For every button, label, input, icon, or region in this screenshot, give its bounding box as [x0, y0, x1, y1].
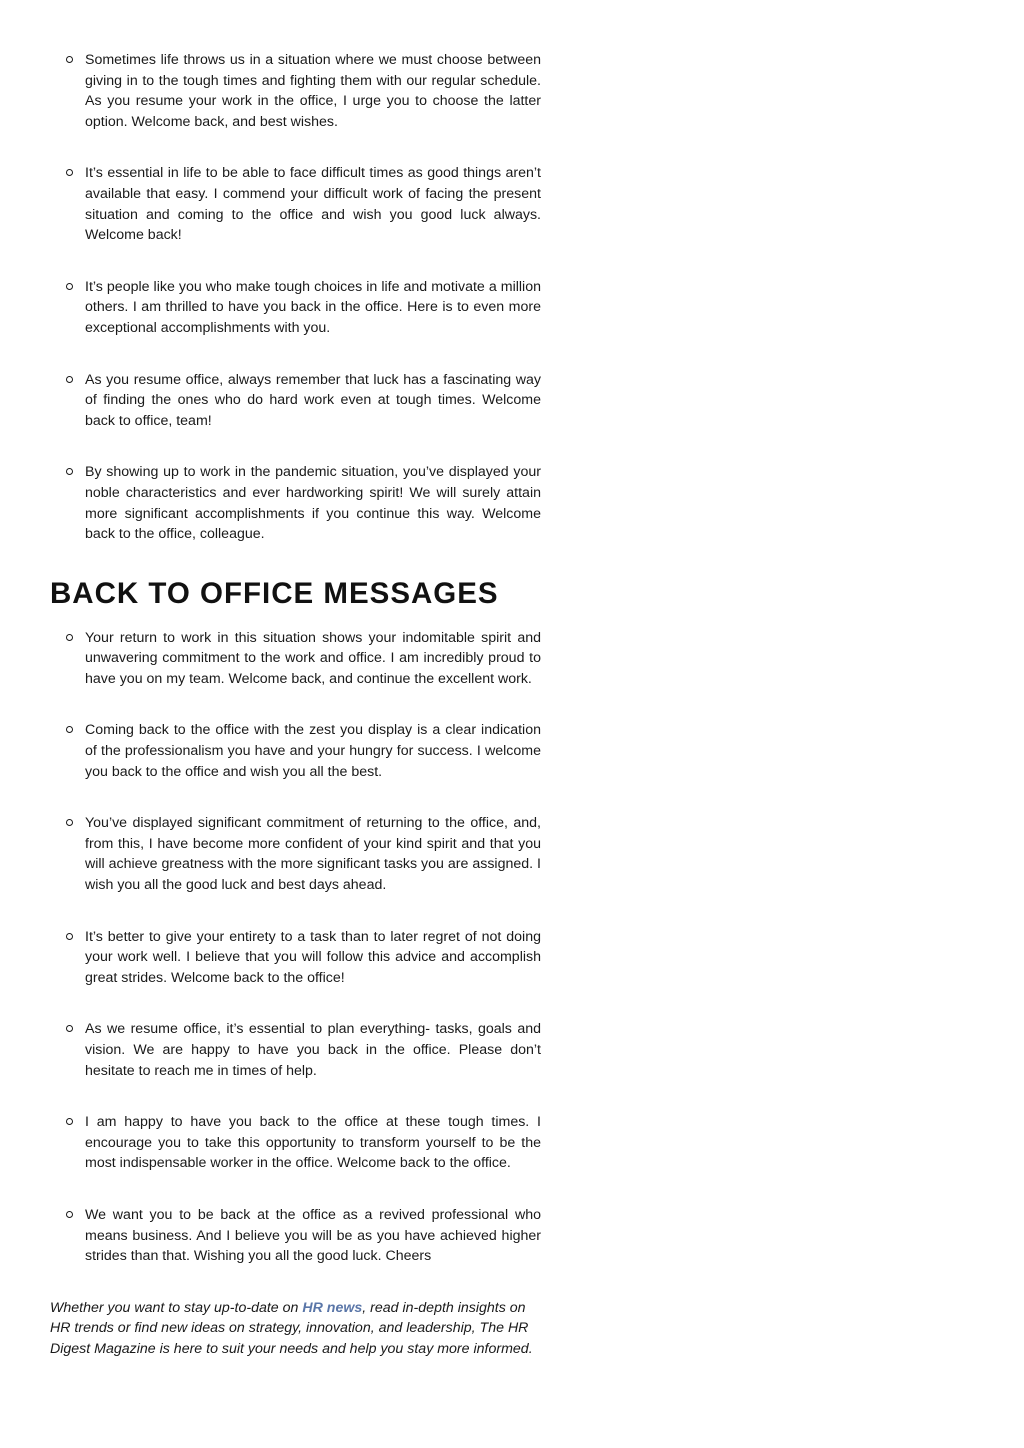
list-item	[50, 927, 541, 989]
circle-bullet-icon	[66, 283, 73, 290]
circle-bullet-icon	[66, 1211, 73, 1218]
message-list-one	[50, 50, 541, 545]
list-item-text: By showing up to work in the pandemic situation, you’ve displayed your noble characteristics and ever hardworking spirit! We will surely attain more significant accomplishments if you continue this way. Welcome back to the office, colleague.	[85, 464, 541, 543]
list-item-text: It’s essential in life to be able to face difficult times as good things aren’t available that easy. I commend your difficult work of facing the present situation and coming to the office and wish you good luck always. Welcome back!	[85, 165, 541, 244]
circle-bullet-icon	[66, 376, 73, 383]
list-item-text: Sometimes life throws us in a situation where we must choose between giving in to the tough times and fighting them with our regular schedule. As you resume your work in the office, I urge you to choose the latter option. Welcome back, and best wishes.	[85, 52, 541, 130]
outro-text-before: Whether you want to stay up-to-date on	[50, 1299, 303, 1316]
circle-bullet-icon	[66, 634, 73, 641]
circle-bullet-icon	[66, 933, 73, 940]
closing-paragraph	[50, 1298, 541, 1360]
article-body	[50, 50, 541, 1360]
list-item	[50, 1019, 541, 1081]
circle-bullet-icon	[66, 56, 73, 63]
circle-bullet-icon	[66, 726, 73, 733]
circle-bullet-icon	[66, 819, 73, 826]
list-item-text: It’s better to give your entirety to a task than to later regret of not doing your work well. I believe that you will follow this advice and accomplish great strides. Welcome back to the office!	[85, 928, 541, 986]
list-item	[50, 1112, 541, 1174]
list-item-text: We want you to be back at the office as a revived professional who means business. And I believe you will be as you have achieved higher strides than that. Wishing you all the good luck. Cheers	[85, 1206, 541, 1265]
hr-news-link[interactable]: HR news	[302, 1299, 363, 1316]
list-item	[50, 370, 541, 432]
circle-bullet-icon	[66, 1118, 73, 1125]
list-item-text: It’s people like you who make tough choices in life and motivate a million others. I am thrilled to have you back in the office. Here is to even more exceptional accomplishments with you.	[85, 278, 541, 336]
list-item-text: You’ve displayed significant commitment of returning to the office, and, from this, I have become more confident of your kind spirit and that you will achieve greatness with the more significant tasks you are assigned. I wish you all the good luck and best days ahead.	[85, 815, 541, 894]
circle-bullet-icon	[66, 1025, 73, 1032]
list-item-text: As we resume office, it’s essential to plan everything- tasks, goals and vision. We are happy to have you back in the office. Please don’t hesitate to reach me in times of help.	[85, 1021, 541, 1079]
list-item-text: Your return to work in this situation shows your indomitable spirit and unwavering commitment to the work and office. I am incredibly proud to have you on my team. Welcome back, and continue the excellent work.	[85, 629, 541, 687]
list-item	[50, 462, 541, 544]
list-item	[50, 1205, 541, 1267]
list-item-text: I am happy to have you back to the office at these tough times. I encourage you to take this opportunity to transform yourself to be the most indispensable worker in the office. Welcome back to the office.	[85, 1114, 541, 1172]
list-item-text: As you resume office, always remember that luck has a fascinating way of finding the ones who do hard work even at tough times. Welcome back to office, team!	[85, 371, 541, 429]
list-item	[50, 163, 541, 245]
list-item	[50, 813, 541, 895]
section-heading: BACK TO OFFICE MESSAGES	[50, 576, 499, 610]
list-item-text: Coming back to the office with the zest you display is a clear indication of the professionalism you have and your hungry for success. I welcome you back to the office and wish you all the best.	[85, 722, 541, 780]
circle-bullet-icon	[66, 169, 73, 176]
message-list-two	[50, 628, 541, 1267]
list-item	[50, 277, 541, 339]
list-item	[50, 720, 541, 782]
list-item	[50, 50, 541, 132]
outro-text-after: , read in-depth insights on HR trends or find new ideas on strategy, innovation, and leadership, The HR Digest Magazine is here to suit your needs and help you stay more informed.	[50, 1299, 533, 1357]
list-item	[50, 628, 541, 690]
circle-bullet-icon	[66, 468, 73, 475]
